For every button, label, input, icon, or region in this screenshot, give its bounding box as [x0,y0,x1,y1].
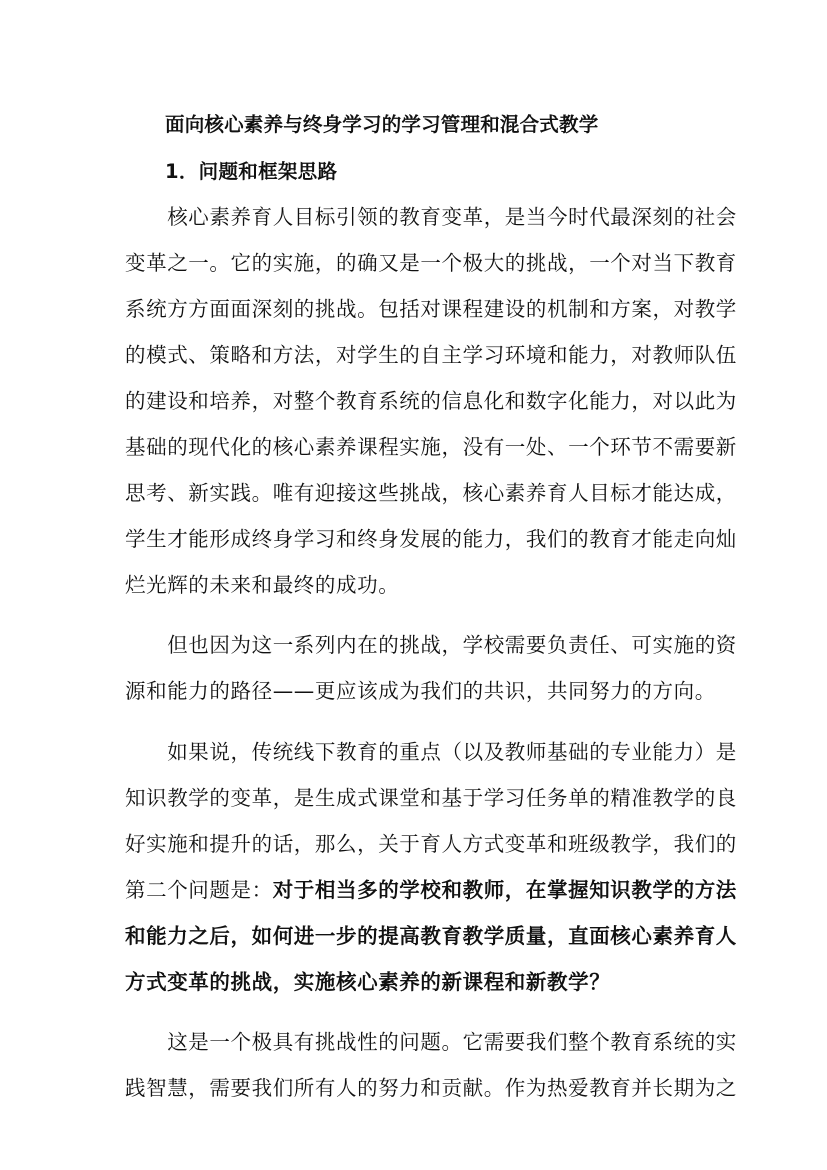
paragraph-3-line-3: 好实施和提升的话，那么，关于育人方式变革和班级教学，我们的 [125,832,737,856]
paragraph-2-line-2: 源和能力的路径——更应该成为我们的共识，共同努力的方向。 [125,679,716,703]
question-emphasis-part-3: 方式变革的挑战，实施核心素养的新课程和新教学？ [125,970,611,994]
paragraph-1-line-4: 的模式、策略和方法，对学生的自主学习环境和能力，对教师队伍 [125,343,737,367]
paragraph-3-line-1: 如果说，传统线下教育的重点（以及教师基础的专业能力）是 [125,740,737,764]
paragraph-1-line-3: 系统方方面面深刻的挑战。包括对课程建设的机制和方案，对教学 [125,297,737,321]
paragraph-2-line-1: 但也因为这一系列内在的挑战，学校需要负责任、可实施的资 [125,633,737,657]
question-emphasis-part-2: 和能力之后，如何进一步的提高教育教学质量，直面核心素养育人 [125,924,737,948]
section-heading: 1．问题和框架思路 [165,160,338,183]
paragraph-4-line-1: 这是一个极具有挑战性的问题。它需要我们整个教育系统的实 [125,1030,737,1054]
question-emphasis-part-1: 对于相当多的学校和教师，在掌握知识教学的方法 [272,878,737,902]
paragraph-1-line-8: 学生才能形成终身学习和终身发展的能力，我们的教育才能走向灿 [125,527,737,551]
paragraph-3-line-2: 知识教学的变革，是生成式课堂和基于学习任务单的精准教学的良 [125,786,737,810]
document-title: 面向核心素养与终身学习的学习管理和混合式教学 [165,113,599,136]
paragraph-1-line-1: 核心素养育人目标引领的教育变革，是当今时代最深刻的社会 [125,205,737,229]
paragraph-1-line-7: 思考、新实践。唯有迎接这些挑战，核心素养育人目标才能达成， [125,481,737,505]
paragraph-1-line-9: 烂光辉的未来和最终的成功。 [125,573,400,597]
question-intro-text: 第二个问题是： [125,878,273,902]
paragraph-4-line-2: 践智慧，需要我们所有人的努力和贡献。作为热爱教育并长期为之 [125,1076,737,1100]
paragraph-1-line-5: 的建设和培养，对整个教育系统的信息化和数字化能力，对以此为 [125,389,737,413]
paragraph-1-line-2: 变革之一。它的实施，的确又是一个极大的挑战，一个对当下教育 [125,251,737,275]
paragraph-1-line-6: 基础的现代化的核心素养课程实施，没有一处、一个环节不需要新 [125,435,737,459]
paragraph-3-line-4 [125,878,737,902]
